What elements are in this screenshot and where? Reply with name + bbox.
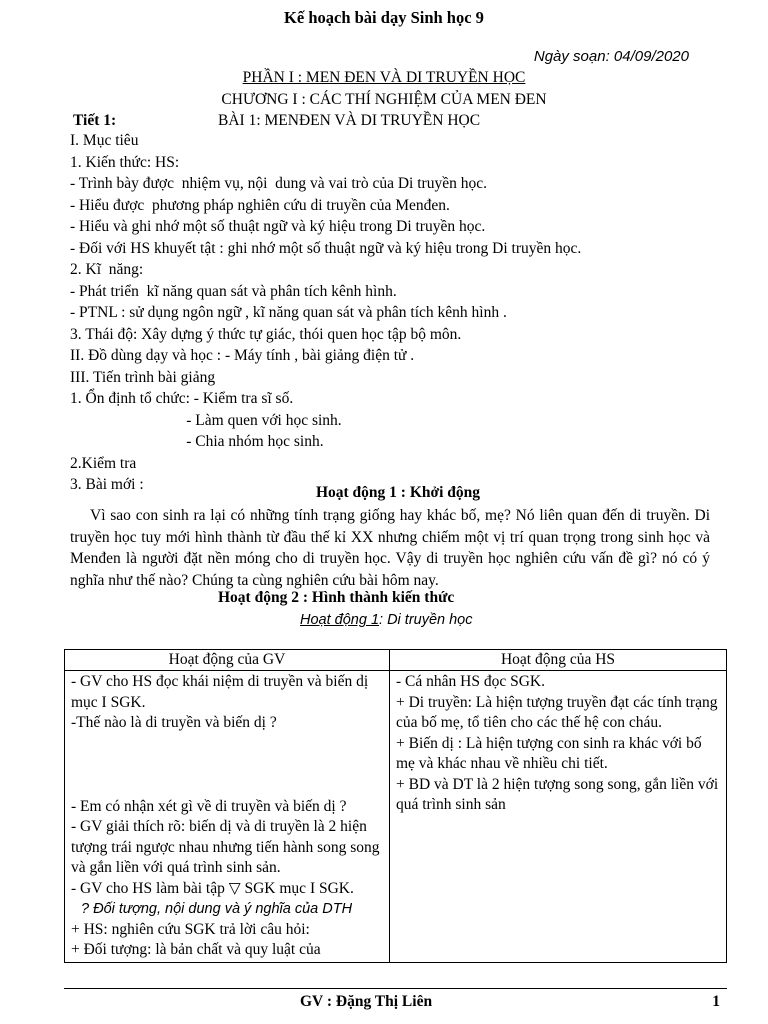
sub-activity-label: Hoạt động 1 xyxy=(300,612,380,628)
activity-1-title: Hoạt động 1 : Khởi động xyxy=(315,484,481,501)
teacher-question: ? Đối tượng, nội dung và ý nghĩa của DTH xyxy=(81,901,353,917)
teacher-step: - GV cho HS đọc khái niệm di truyền và biến dị mục I SGK. xyxy=(71,673,369,711)
page-number: 1 xyxy=(712,993,720,1010)
body-line: 3. Thái độ: Xây dựng ý thức tự giác, thói quen học tập bộ môn. xyxy=(70,325,462,343)
table-header-row xyxy=(65,650,727,671)
lesson-number: Tiết 1: xyxy=(73,112,117,129)
teacher-step: - GV cho HS làm bài tập ▽ SGK mục I SGK. xyxy=(71,879,354,897)
body-line: 3. Bài mới : xyxy=(70,476,144,493)
body-line: - PTNL : sử dụng ngôn ngữ , kĩ năng quan sát và phân tích kênh hình . xyxy=(70,304,507,321)
teacher-step: - GV giải thích rõ: biến dị và di truyền là 2 hiện tượng trái ngược nhau nhưng tiến hành song song và gắn liền với quá trình sinh sản. xyxy=(71,818,380,876)
teacher-column-header: Hoạt động của GV xyxy=(65,650,390,671)
student-activity-cell xyxy=(390,671,727,963)
teacher-activity-cell xyxy=(65,671,390,963)
body-line: - Hiểu được phương pháp nghiên cứu di truyền của Menđen. xyxy=(70,196,450,214)
teacher-step: - Em có nhận xét gì về di truyền và biến dị ? xyxy=(71,797,347,815)
body-line: 1. Kiến thức: HS: xyxy=(70,153,180,171)
activity-1-paragraph xyxy=(70,505,710,591)
table-row xyxy=(65,671,727,963)
student-response: + Đối tượng: là bản chất và quy luật của xyxy=(71,941,321,958)
body-line: - Phát triển kĩ năng quan sát và phân tích kênh hình. xyxy=(70,282,397,300)
activity-1-text: Vì sao con sinh ra lại có những tính trạng giống hay khác bố, mẹ? Nó liên quan đến di truyền. Di truyền học tuy mới hình thành từ đầu thế kỉ XX nhưng chiếm một vị trí quan trọng trong sinh học và Menđen là người đặt nền móng cho di truyền học. Vậy di truyền học nghiên cứu vấn đề gì? nó có ý nghĩa như thế nào? Chúng ta cùng nghiên cứu bài hôm nay. xyxy=(70,507,710,589)
sub-activity-topic: : Di truyền học xyxy=(379,612,473,628)
body-line: - Làm quen với học sinh. xyxy=(70,411,342,429)
student-response: + HS: nghiên cứu SGK trả lời câu hỏi: xyxy=(71,920,310,938)
student-column-header: Hoạt động của HS xyxy=(390,650,727,671)
student-step: - Cá nhân HS đọc SGK. xyxy=(396,673,545,690)
body-line: II. Đồ dùng dạy và học : - Máy tính , bài giảng điện tử . xyxy=(70,347,415,364)
body-line: 2. Kĩ năng: xyxy=(70,261,144,278)
document-title: Kế hoạch bài dạy Sinh học 9 xyxy=(284,8,484,27)
teacher-step: -Thế nào là di truyền và biến dị ? xyxy=(71,714,277,731)
footer-rule xyxy=(64,988,727,989)
lesson-objectives xyxy=(70,130,710,496)
student-step: + Biến dị : Là hiện tượng con sinh ra khác với bố mẹ và khác nhau về nhiều chi tiết. xyxy=(396,734,702,772)
body-line: 2.Kiểm tra xyxy=(70,454,137,472)
teacher-name: GV : Đặng Thị Liên xyxy=(300,993,433,1010)
body-line: - Đối với HS khuyết tật : ghi nhớ một số thuật ngữ và ký hiệu trong Di truyền học. xyxy=(70,239,582,257)
body-line: - Trình bày được nhiệm vụ, nội dung và vai trò của Di truyền học. xyxy=(70,175,487,192)
chapter-heading: CHƯƠNG I : CÁC THÍ NGHIỆM CỦA MEN ĐEN xyxy=(221,91,547,108)
body-line: I. Mục tiêu xyxy=(70,132,139,149)
lesson-title: BÀI 1: MENĐEN VÀ DI TRUYỀN HỌC xyxy=(218,112,481,129)
part-heading: PHẦN I : MEN ĐEN VÀ DI TRUYỀN HỌC xyxy=(242,69,526,86)
body-line: 1. Ổn định tổ chức: - Kiểm tra sĩ số. xyxy=(70,390,294,407)
sub-activity-heading xyxy=(300,610,473,630)
student-step: + Di truyền: Là hiện tượng truyền đạt các tính trạng của bố mẹ, tổ tiên cho các thế hệ con cháu. xyxy=(396,693,718,731)
body-line: - Hiểu và ghi nhớ một số thuật ngữ và ký hiệu trong Di truyền học. xyxy=(70,218,486,235)
body-line: III. Tiến trình bài giảng xyxy=(70,368,216,386)
body-line: - Chia nhóm học sinh. xyxy=(70,433,324,450)
student-step: + BD và DT là 2 hiện tượng song song, gắn liền với quá trình sinh sản xyxy=(396,775,719,813)
cell-spacer xyxy=(71,734,383,797)
activity-table xyxy=(64,649,727,963)
preparation-date: Ngày soạn: 04/09/2020 xyxy=(533,48,689,65)
activity-2-title: Hoạt động 2 : Hình thành kiến thức xyxy=(218,589,455,606)
